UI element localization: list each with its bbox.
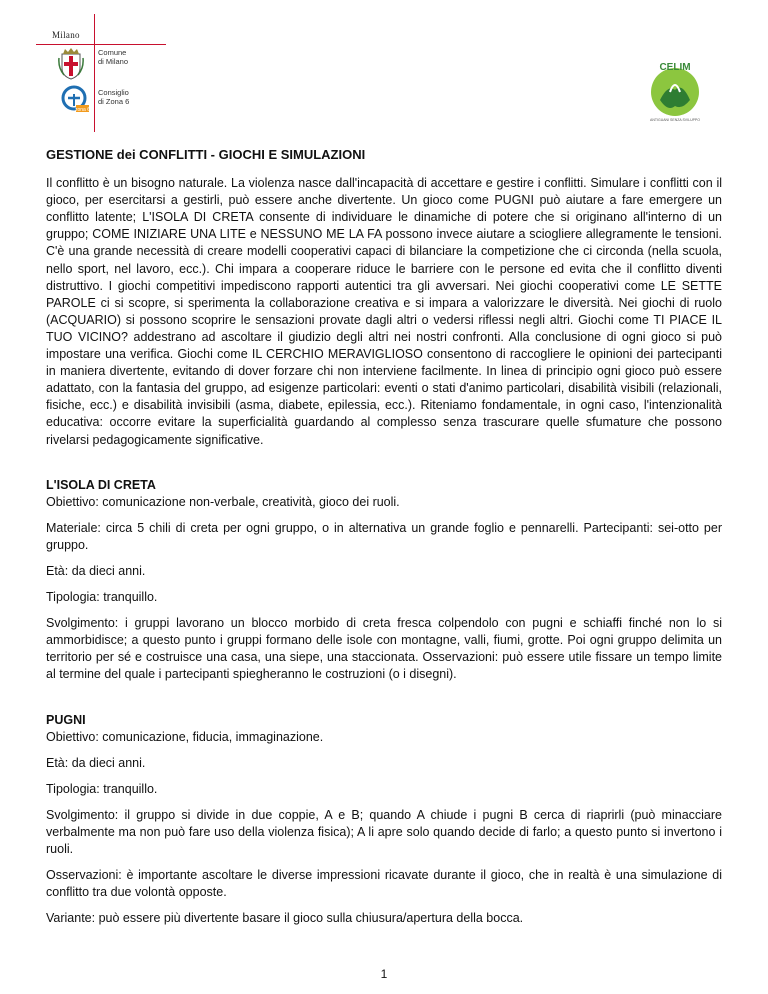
svg-text:CELIM: CELIM <box>659 62 691 73</box>
comune-line-1: Comune <box>98 48 127 57</box>
section-title-pugni: PUGNI <box>46 712 86 727</box>
page-header <box>0 0 768 140</box>
pugni-tipologia: Tipologia: tranquillo. <box>46 781 158 796</box>
svg-text:ANTIGUANI SENZA SVILUPPO: ANTIGUANI SENZA SVILUPPO <box>650 118 700 122</box>
page-number: 1 <box>380 967 388 981</box>
section-title-isola-di-creta: L'ISOLA DI CRETA <box>46 477 156 492</box>
comune-label <box>98 48 128 66</box>
zona6-logo-icon <box>60 84 90 114</box>
isola-obiettivo: Obiettivo: comunicazione non-verbale, creatività, gioco dei ruoli. <box>46 494 400 509</box>
isola-svolgimento: Svolgimento: i gruppi lavorano un blocco morbido di creta fresca colpendolo con pugni e schiaffi finché non lo si ammorbidisce; a questo punto i gruppi formano delle isole con montagne, valli, fiumi, grotte. Poi ogni gruppo delimita un territorio per sé e costruisce una casa, una siepe, una staccionata. Osservazioni: può essere utile fissare un tempo limite al termine del quale i partecipanti spiegheranno le costruzioni (o i disegni). <box>46 616 722 682</box>
milano-crest-icon <box>58 48 84 80</box>
isola-tipologia: Tipologia: tranquillo. <box>46 590 158 605</box>
zona-line-1: Consiglio <box>98 88 129 97</box>
header-horizontal-rule <box>36 44 166 45</box>
pugni-variante: Variante: può essere più divertente basare il gioco sulla chiusura/apertura della bocca. <box>46 911 524 926</box>
header-vertical-rule <box>94 14 95 132</box>
celim-logo-icon <box>640 56 710 122</box>
intro-paragraph: Il conflitto è un bisogno naturale. La violenza nasce dall'incapacità di accettare e gestire i conflitti. Simulare i conflitti con il gioco, per esercitarsi a gestirli, può essere anche divertente. Un gioco come PUGNI può aiutare a fare emergere un conflitto latente; L'ISOLA DI CRETA consente di individuare le dinamiche di potere che si originano all'interno di un gruppo; COME INIZIARE UNA LITE e NESSUNO ME LA FA possono invece aiutare a sciogliere allegramente le tensioni. C'è una grande necessità di creare modelli cooperativi capaci di bilanciare la competizione che ci circonda (nella scuola, nello sport, nel lavoro, ecc.). Chi impara a cooperare riduce le barriere con le persone ed evita che il conflitto diventi distruttivo. I giochi competitivi impediscono rapporti autentici tra gli avversari. Nei giochi cooperativi come LE SETTE PAROLE ci si scopre, si sperimenta la collaborazione creativa e si impara a valorizzare le diversità. Nei giochi di ruolo (ACQUARIO) si possono scoprire le sensazioni provate dagli altri o vedersi riflessi negli altri. Giochi come TI PIACE IL TUO VICINO? addestrano ad ascoltare il giudizio degli altri nei nostri confronti. Alla conclusione di ogni gioco si può impostare una verifica. Giochi come IL CERCHIO MERAVIGLIOSO consentono di raccogliere le opinioni dei partecipanti in maniera divertente, evitando di dover forzare chi non interviene facilmente. In linea di principio ogni gioco può essere adattato, con la fantasia del gruppo, ad esigenze particolari: eventi o stati d'animo particolari, disabilità visibili (relazionali, fisiche, ecc.) e disabilità invisibili (asma, diabete, epilessia, ecc.). Riteniamo fondamentale, in ogni caso, l'intenzionalità educativa: occorre evitare la superficialità guardando al complesso senza trascurare quelle sfumature che possono rivelarsi pedagogicamente significative. <box>46 176 722 447</box>
comune-line-2: di Milano <box>98 57 129 66</box>
svg-text:zona 6: zona 6 <box>74 107 90 113</box>
pugni-svolgimento: Svolgimento: il gruppo si divide in due coppie, A e B; quando A chiude i pugni B cerca di riaprirli (può minacciare verbalmente ma non può fare uso della violenza fisica); A li apre solo quando decide di farlo; a questo punto si invertono i ruoli. <box>46 807 722 857</box>
document-body <box>46 146 722 927</box>
document-title: GESTIONE dei CONFLITTI - GIOCHI E SIMULAZIONI <box>46 147 366 162</box>
pugni-osservazioni: Osservazioni: è importante ascoltare le diverse impressioni ricavate durante il gioco, che in realtà è una simulazione di conflitto tra due volontà opposte. <box>46 868 722 900</box>
consiglio-zona-label <box>98 88 129 106</box>
pugni-obiettivo: Obiettivo: comunicazione, fiducia, immaginazione. <box>46 729 324 744</box>
isola-eta: Età: da dieci anni. <box>46 563 146 578</box>
pugni-eta: Età: da dieci anni. <box>46 755 146 770</box>
zona-line-2: di Zona 6 <box>98 97 130 106</box>
milano-wordmark: Milano <box>52 30 80 40</box>
isola-materiale: Materiale: circa 5 chili di creta per ogni gruppo, o in alternativa un grande foglio e pennarelli. Partecipanti: sei-otto per gruppo. <box>46 520 722 552</box>
